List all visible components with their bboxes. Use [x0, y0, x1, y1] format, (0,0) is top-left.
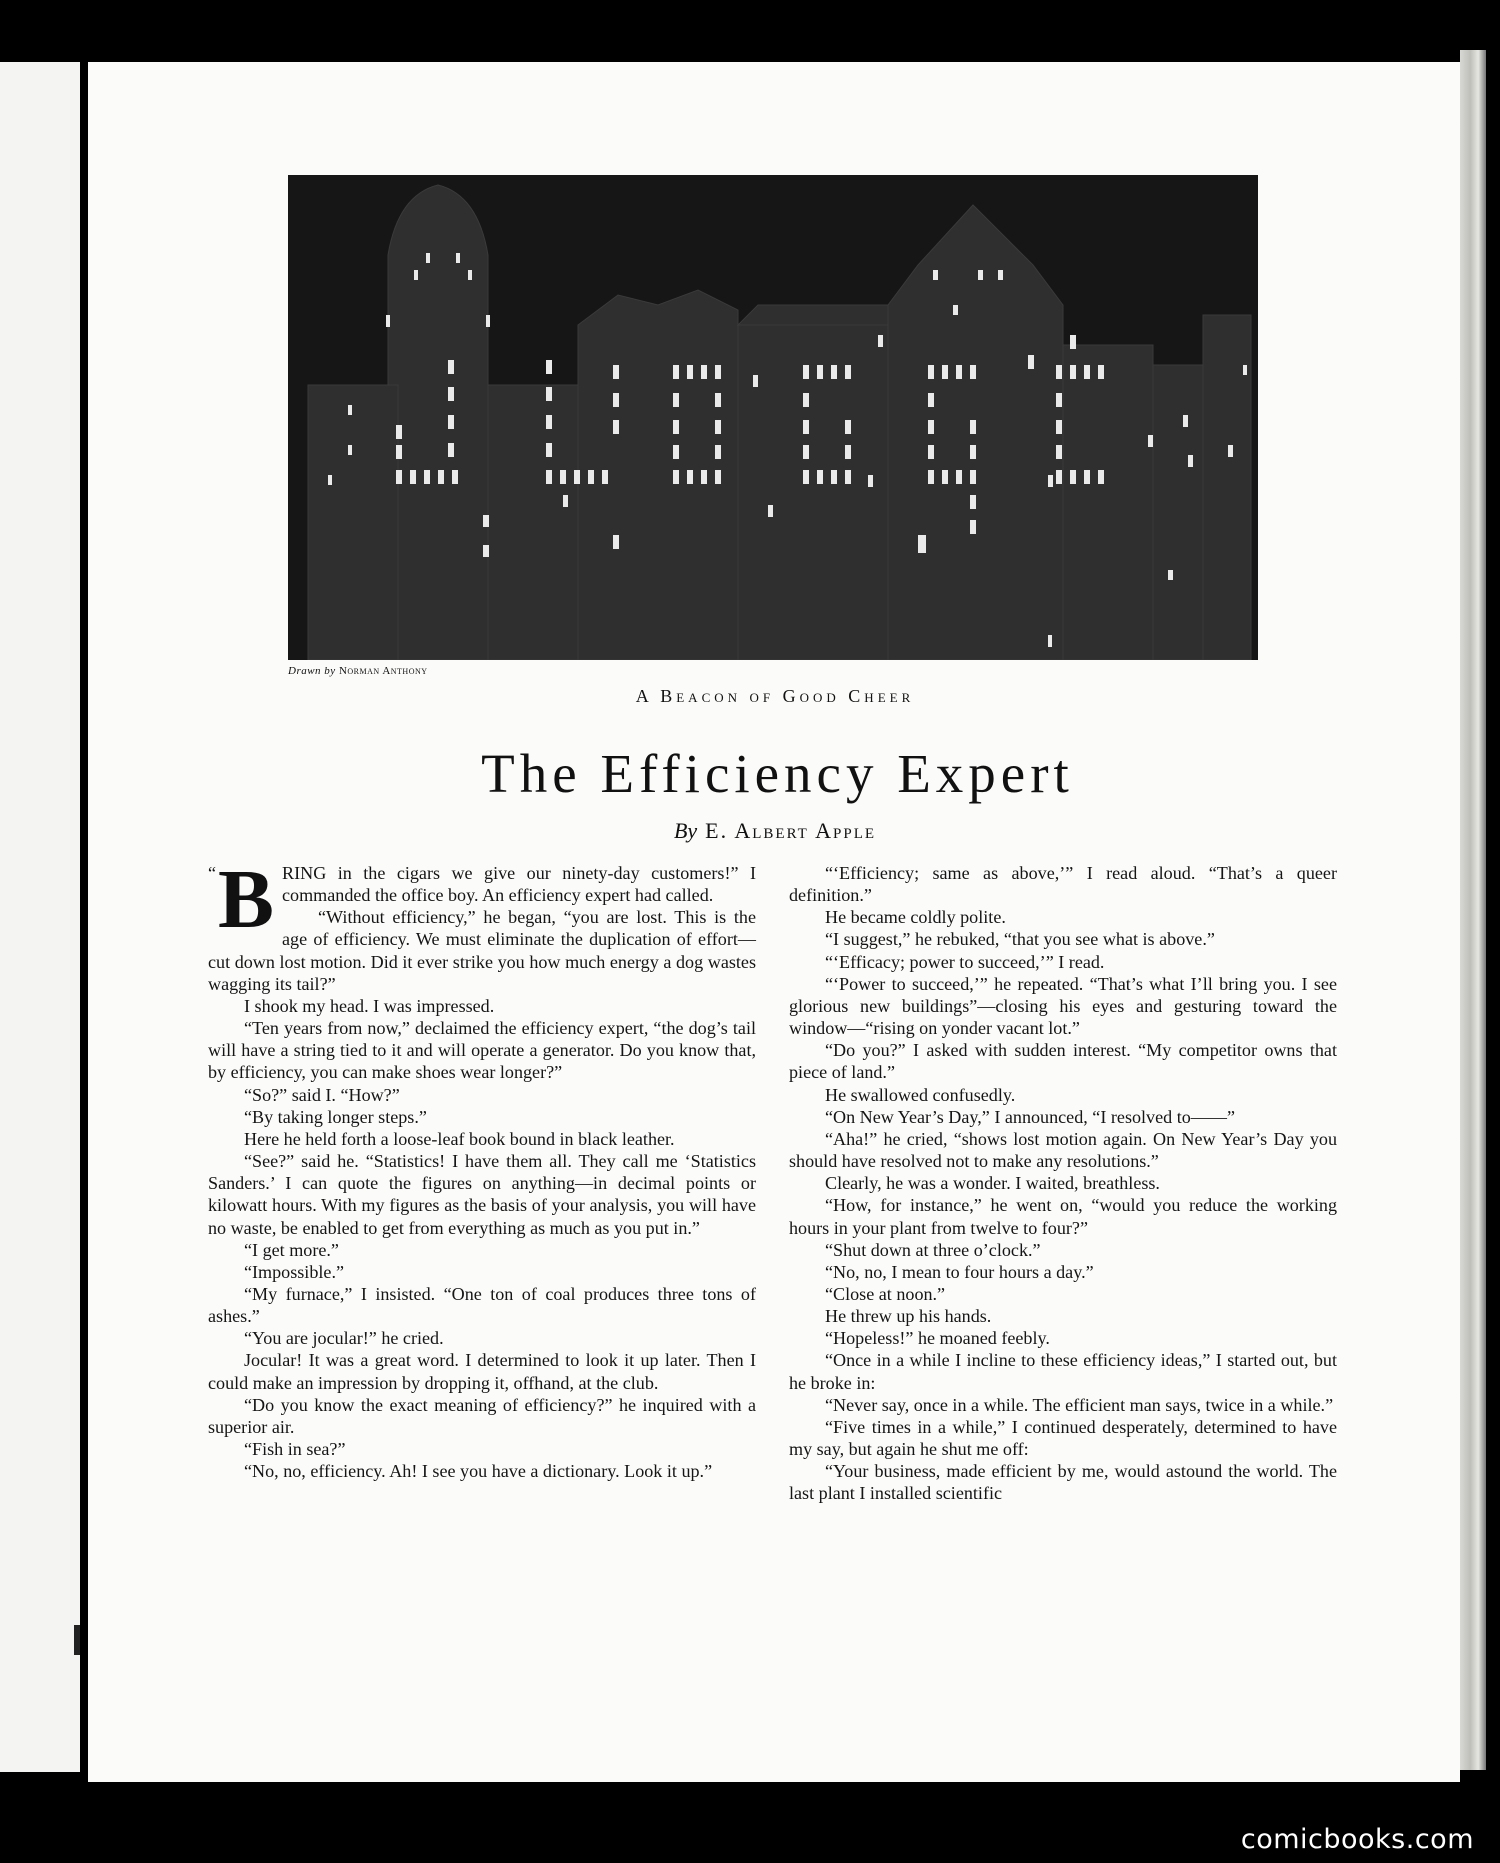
paragraph: “Once in a while I incline to these efficiency ideas,” I started out, but he broke in: [789, 1350, 1337, 1393]
watermark: comicbooks.com [1240, 1824, 1474, 1855]
article-column-left [208, 853, 756, 1482]
paragraph: “Do you?” I asked with sudden interest. “My competitor owns that piece of land.” [789, 1040, 1337, 1083]
paragraph: “Aha!” he cried, “shows lost motion again. On New Year’s Day you should have resolved not to make any resolutions.” [789, 1128, 1337, 1172]
page-stack-edge [1460, 50, 1486, 1770]
paragraph: “Ten years from now,” declaimed the efficiency expert, “the dog’s tail will have a string tied to it and will operate a generator. Do you know that, by efficiency, you can make shoes wear longer?” [208, 1018, 756, 1083]
paragraph: “Do you know the exact meaning of efficiency?” he inquired with a superior air. [208, 1394, 756, 1437]
paragraph: He swallowed confusedly. [825, 1084, 1016, 1105]
paragraph: “Shut down at three o’clock.” [825, 1239, 1041, 1260]
article-byline [400, 818, 1150, 844]
illustration-caption: A Beacon of Good Cheer [635, 686, 915, 706]
paragraph: “I suggest,” he rebuked, “that you see what is above.” [825, 929, 1215, 950]
dropcap-letter: B [218, 853, 275, 946]
paragraph: “‘Power to succeed,’” he repeated. “That’s what I’ll bring you. I see glorious new buildings”—closing his eyes and gesturing toward the window—“rising on yonder vacant lot.” [789, 973, 1337, 1039]
paragraph: “Close at noon.” [825, 1283, 946, 1304]
paragraph: “Never say, once in a while. The efficient man says, twice in a while.” [825, 1394, 1334, 1415]
paragraph: “How, for instance,” he went on, “would you reduce the working hours in your plant from twelve to four?” [789, 1195, 1337, 1238]
article-title: The Efficiency Expert [481, 743, 1074, 804]
paragraph: Here he held forth a loose-leaf book bound in black leather. [244, 1128, 675, 1149]
paragraph: “Hopeless!” he moaned feebly. [825, 1328, 1050, 1349]
paragraph: “My furnace,” I insisted. “One ton of coal produces three tons of ashes.” [208, 1283, 756, 1327]
byline-prefix: By [673, 818, 698, 843]
credit-artist: Norman Anthony [338, 665, 428, 677]
dropcap-quote: “ [208, 863, 216, 883]
paragraph [208, 853, 756, 946]
paragraph: Clearly, he was a wonder. I waited, breathless. [825, 1173, 1160, 1194]
article-column-right [789, 862, 1337, 1505]
paragraph: “Impossible.” [244, 1261, 344, 1282]
night-buildings-illustration [288, 175, 1258, 660]
paragraph-text: RING in the cigars we give our ninety-day customers!” I commanded the office boy. An efficiency expert had called. [282, 863, 756, 906]
paragraph: “No, no, I mean to four hours a day.” [825, 1261, 1094, 1282]
paragraph: “No, no, efficiency. Ah! I see you have a dictionary. Look it up.” [244, 1461, 713, 1482]
paragraph: He became coldly polite. [825, 907, 1006, 928]
paragraph: “I get more.” [244, 1239, 339, 1260]
byline-author: E. Albert Apple [705, 818, 877, 843]
paragraph: “By taking longer steps.” [244, 1106, 427, 1127]
paragraph: Jocular! It was a great word. I determined to look it up later. Then I could make an impression by dropping it, offhand, at the club. [208, 1350, 756, 1393]
paragraph: “Five times in a while,” I continued desperately, determined to have my say, but again he shut me off: [789, 1416, 1337, 1460]
paragraph: “‘Efficiency; same as above,’” I read aloud. “That’s a queer definition.” [789, 863, 1337, 906]
facing-page-edge [0, 62, 80, 1772]
illustration-credit [288, 665, 428, 677]
paragraph: “So?” said I. “How?” [244, 1084, 400, 1105]
binding-mark [74, 1625, 80, 1655]
paragraph: I shook my head. I was impressed. [244, 995, 495, 1016]
paragraph: “You are jocular!” he cried. [244, 1328, 444, 1349]
buildings-drawing [288, 175, 1258, 660]
paragraph: “Without efficiency,” he began, “you are lost. This is the age of efficiency. We must eliminate the duplication of effort—cut down lost motion. Did it ever strike you how much energy a dog wastes wagging its tail?” [208, 907, 756, 994]
paragraph: “Your business, made efficient by me, would astound the world. The last plant I installed scientific [789, 1461, 1337, 1504]
paragraph: “Fish in sea?” [244, 1439, 346, 1460]
credit-prefix: Drawn by [288, 665, 336, 677]
paragraph: “See?” said he. “Statistics! I have them all. They call me ‘Statistics Sanders.’ I can quote the figures on anything—in decimal points or kilowatt hours. With my figures as the basis of your analysis, you will have no waste, be enabled to get from everything as much as you put in.” [208, 1151, 756, 1238]
paragraph: “On New Year’s Day,” I announced, “I resolved to——” [825, 1106, 1235, 1127]
paragraph: He threw up his hands. [825, 1306, 992, 1327]
paragraph: “‘Efficacy; power to succeed,’” I read. [825, 951, 1105, 972]
